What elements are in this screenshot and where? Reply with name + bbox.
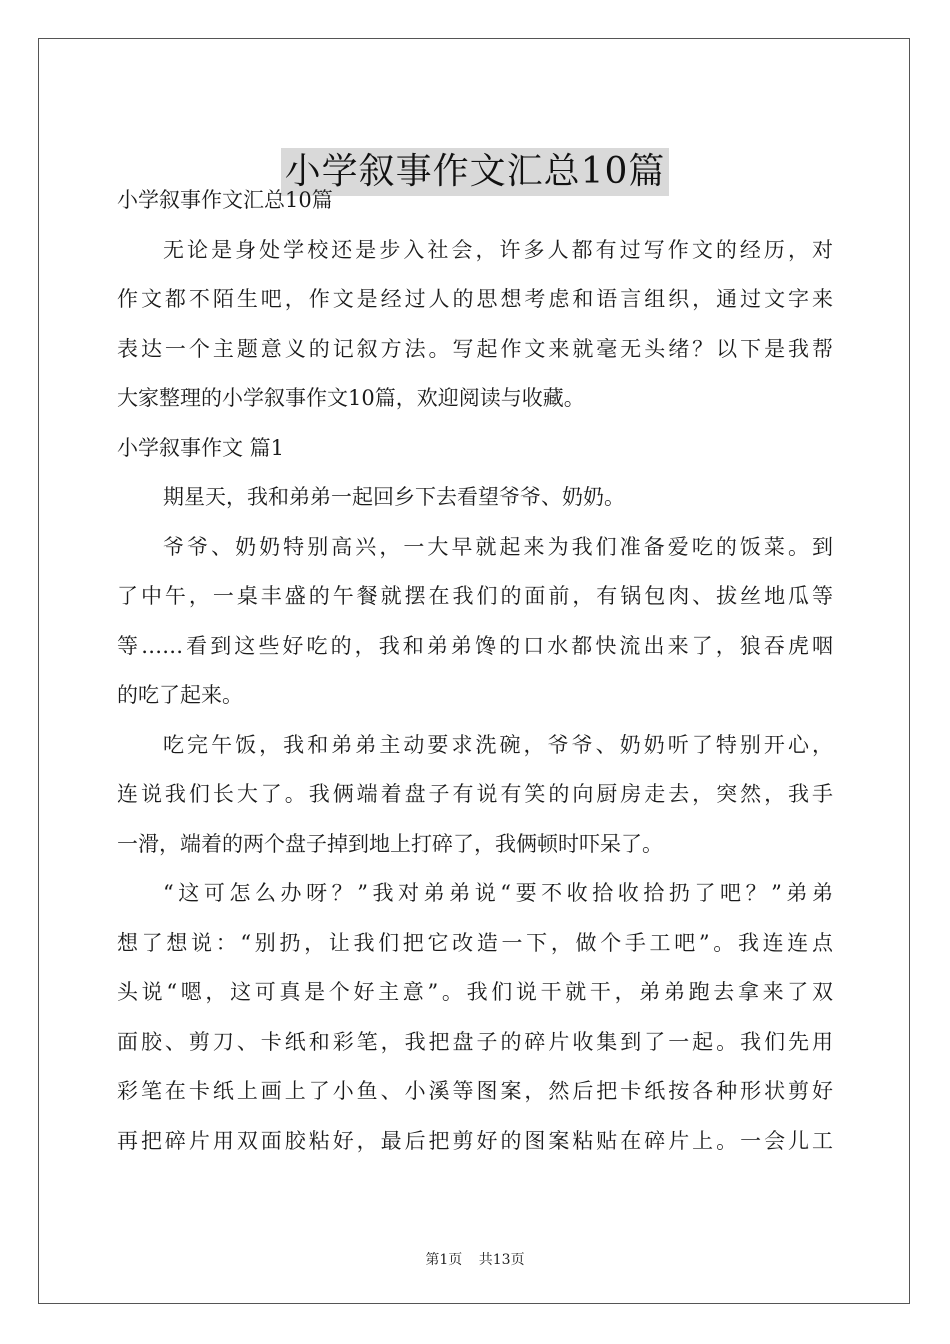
text-line: 无论是身处学校还是步入社会，许多人都有过写作文的经历，对	[163, 237, 833, 262]
text-line: 再把碎片用双面胶粘好，最后把剪好的图案粘贴在碎片上。一会儿工	[117, 1128, 833, 1153]
page-number: 第1页	[425, 1252, 463, 1268]
text-line: 想了想说：“别扔，让我们把它改造一下，做个手工吧”。我连连点	[117, 930, 833, 955]
page-footer	[0, 1249, 950, 1269]
text-line: 一滑，端着的两个盘子掉到地上打碎了，我俩顿时吓呆了。	[117, 831, 663, 856]
text-line: 的吃了起来。	[117, 683, 243, 707]
text-line: 吃完午饭，我和弟弟主动要求洗碗，爷爷、奶奶听了特别开心，	[163, 732, 833, 757]
text-line: 等……看到这些好吃的，我和弟弟馋的口水都快流出来了，狼吞虎咽	[117, 633, 833, 658]
text-line: 面胶、剪刀、卡纸和彩笔，我把盘子的碎片收集到了一起。我们先用	[117, 1029, 833, 1054]
text-line: 表达一个主题意义的记叙方法。写起作文来就毫无头绪？以下是我帮	[117, 336, 833, 361]
document-title: 小学叙事作文汇总10篇	[281, 148, 670, 196]
text-line: 了中午，一桌丰盛的午餐就摆在我们的面前，有锅包肉、拔丝地瓜等	[117, 584, 833, 608]
text-line: 头说“嗯，这可真是个好主意”。我们说干就干，弟弟跑去拿来了双	[117, 980, 833, 1004]
document-body	[117, 176, 833, 1166]
text-line: 小学叙事作文汇总10篇	[117, 188, 333, 212]
text-line: 作文都不陌生吧，作文是经过人的思想考虑和语言组织，通过文字来	[117, 287, 833, 311]
text-line: 彩笔在卡纸上画上了小鱼、小溪等图案，然后把卡纸按各种形状剪好	[117, 1079, 833, 1103]
text-line: 大家整理的小学叙事作文10篇，欢迎阅读与收藏。	[117, 386, 585, 410]
text-line: 期星天，我和弟弟一起回乡下去看望爷爷、奶奶。	[163, 485, 625, 509]
page-total: 共13页	[478, 1252, 525, 1268]
text-line: 爷爷、奶奶特别高兴，一大早就起来为我们准备爱吃的饭菜。到	[163, 534, 833, 559]
text-line: 小学叙事作文 篇1	[117, 435, 285, 460]
text-line: “这可怎么办呀？”我对弟弟说“要不收拾收拾扔了吧？”弟弟	[163, 881, 833, 905]
text-line: 连说我们长大了。我俩端着盘子有说有笑的向厨房走去，突然，我手	[117, 782, 833, 806]
